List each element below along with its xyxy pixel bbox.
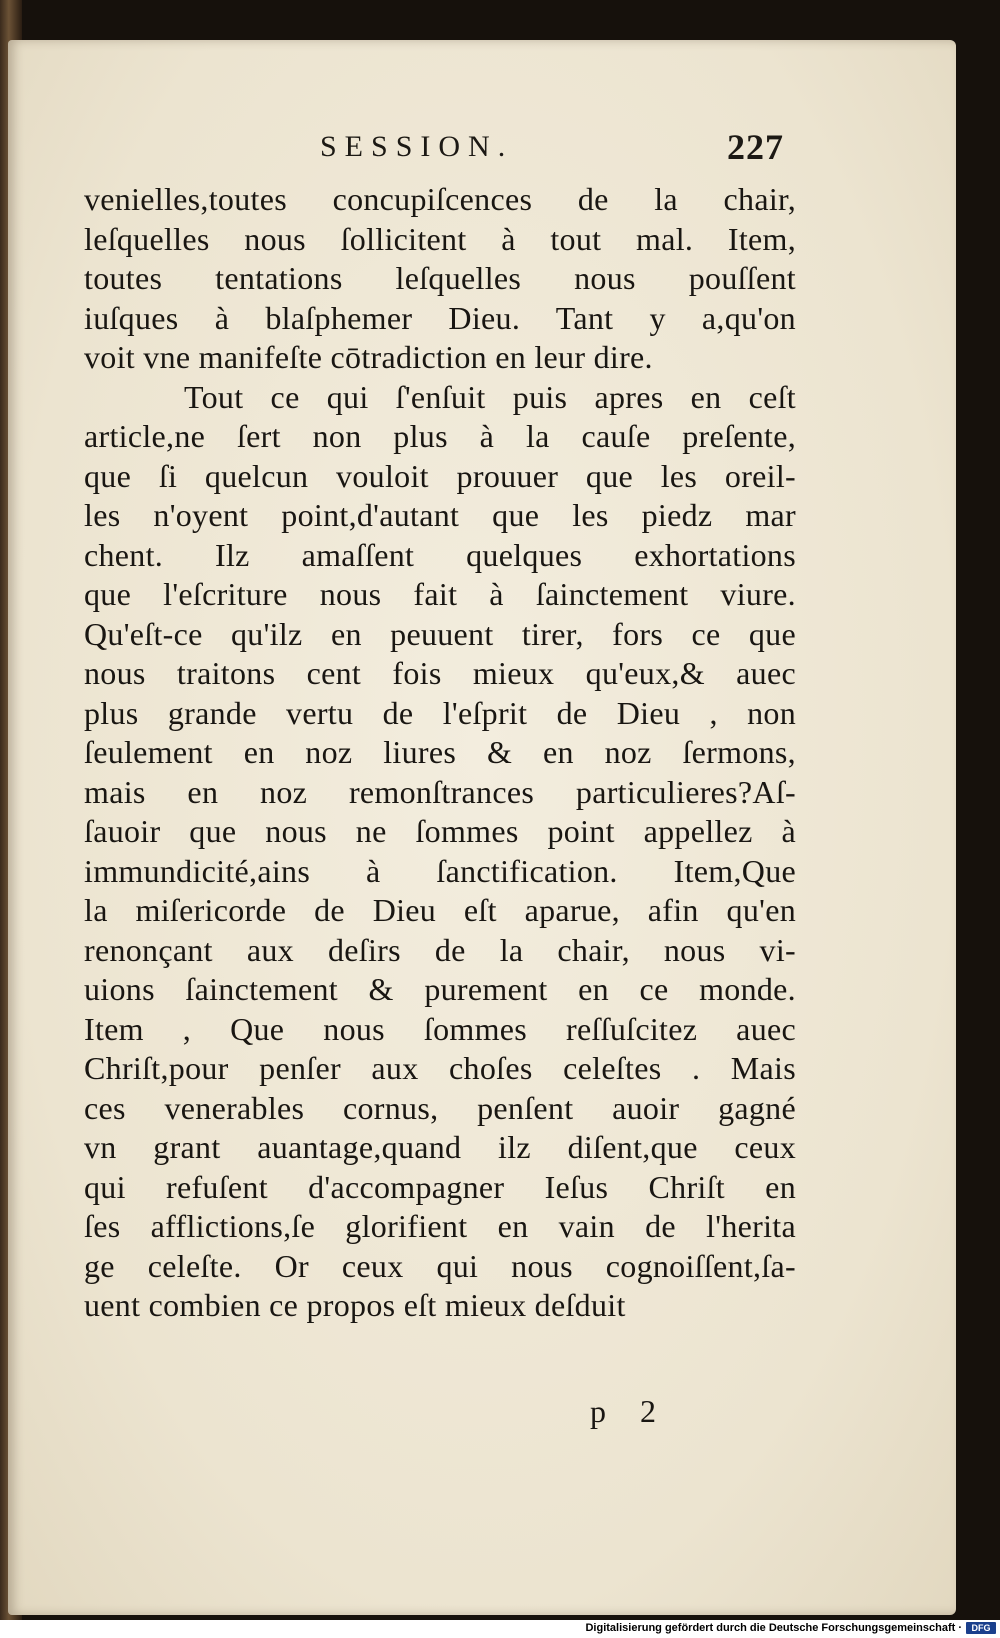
text-line: renonçant aux deſirs de la chair, nous vi- xyxy=(84,931,796,968)
text-line: leſquelles nous ſollicitent à tout mal. Item, xyxy=(84,220,796,257)
text-line: article,ne ſert non plus à la cauſe preſente, xyxy=(84,418,796,454)
text-line: voit vne manifeſte cōtradiction en leur dire. xyxy=(84,339,653,375)
text-line: ge celeſte. Or ceux qui nous cognoiſſent,ſa- xyxy=(84,1247,796,1284)
text-line: venielles,toutes concupiſcences de la chair, xyxy=(84,181,796,217)
text-line: Tout ce qui ſ'enſuit puis apres en ceſt xyxy=(184,378,796,415)
text-line: nous traitons cent fois mieux qu'eux,& auec xyxy=(84,655,796,691)
text-line: Item , Que nous ſommes reſſuſcitez auec xyxy=(84,1010,796,1047)
text-line: mais en noz remonſtrances particulieres?Aſ- xyxy=(84,773,796,810)
text-line: ſeulement en noz liures & en noz ſermons, xyxy=(84,734,796,770)
signature-mark: p 2 xyxy=(590,1393,656,1429)
body-text xyxy=(84,180,796,1326)
text-line: immundicité,ains à ſanctification. Item,Que xyxy=(84,852,796,889)
text-line: la miſericorde de Dieu eſt aparue, afin qu'en xyxy=(84,892,796,928)
dfg-logo: DFG xyxy=(966,1622,996,1634)
text-line: les n'oyent point,d'autant que les piedz mar xyxy=(84,497,796,533)
page-number: 227 xyxy=(727,127,784,167)
text-line: qui refuſent d'accompagner Ieſus Chriſt en xyxy=(84,1168,796,1205)
text-line: toutes tentations leſquelles nous pouſſent xyxy=(84,260,796,296)
text-line: ces venerables cornus, penſent auoir gagné xyxy=(84,1089,796,1126)
text-line: plus grande vertu de l'eſprit de Dieu , non xyxy=(84,694,796,731)
text-line: Chriſt,pour penſer aux choſes celeſtes . Mais xyxy=(84,1050,796,1086)
text-line: uions ſainctement & purement en ce monde. xyxy=(84,971,796,1007)
digitization-credit: Digitalisierung gefördert durch die Deutsche Forschungsgemeinschaft · xyxy=(585,1622,962,1634)
text-line: vn grant auantage,quand ilz diſent,que ceux xyxy=(84,1129,796,1165)
text-line: iuſques à blaſphemer Dieu. Tant y a,qu'on xyxy=(84,299,796,336)
text-line: chent. Ilz amaſſent quelques exhortations xyxy=(84,536,796,573)
running-head: SESSION. xyxy=(320,130,514,163)
text-line: ſes afflictions,ſe glorifient en vain de l'herita xyxy=(84,1208,796,1244)
text-line: uent combien ce propos eſt mieux deſduit xyxy=(84,1287,626,1323)
text-line: que ſi quelcun vouloit prouuer que les oreil- xyxy=(84,457,796,494)
text-line: Qu'eſt-ce qu'ilz en peuuent tirer, fors ce que xyxy=(84,615,796,652)
text-line: que l'eſcriture nous fait à ſainctement viure. xyxy=(84,576,796,612)
text-line: ſauoir que nous ne ſommes point appellez à xyxy=(84,813,796,849)
